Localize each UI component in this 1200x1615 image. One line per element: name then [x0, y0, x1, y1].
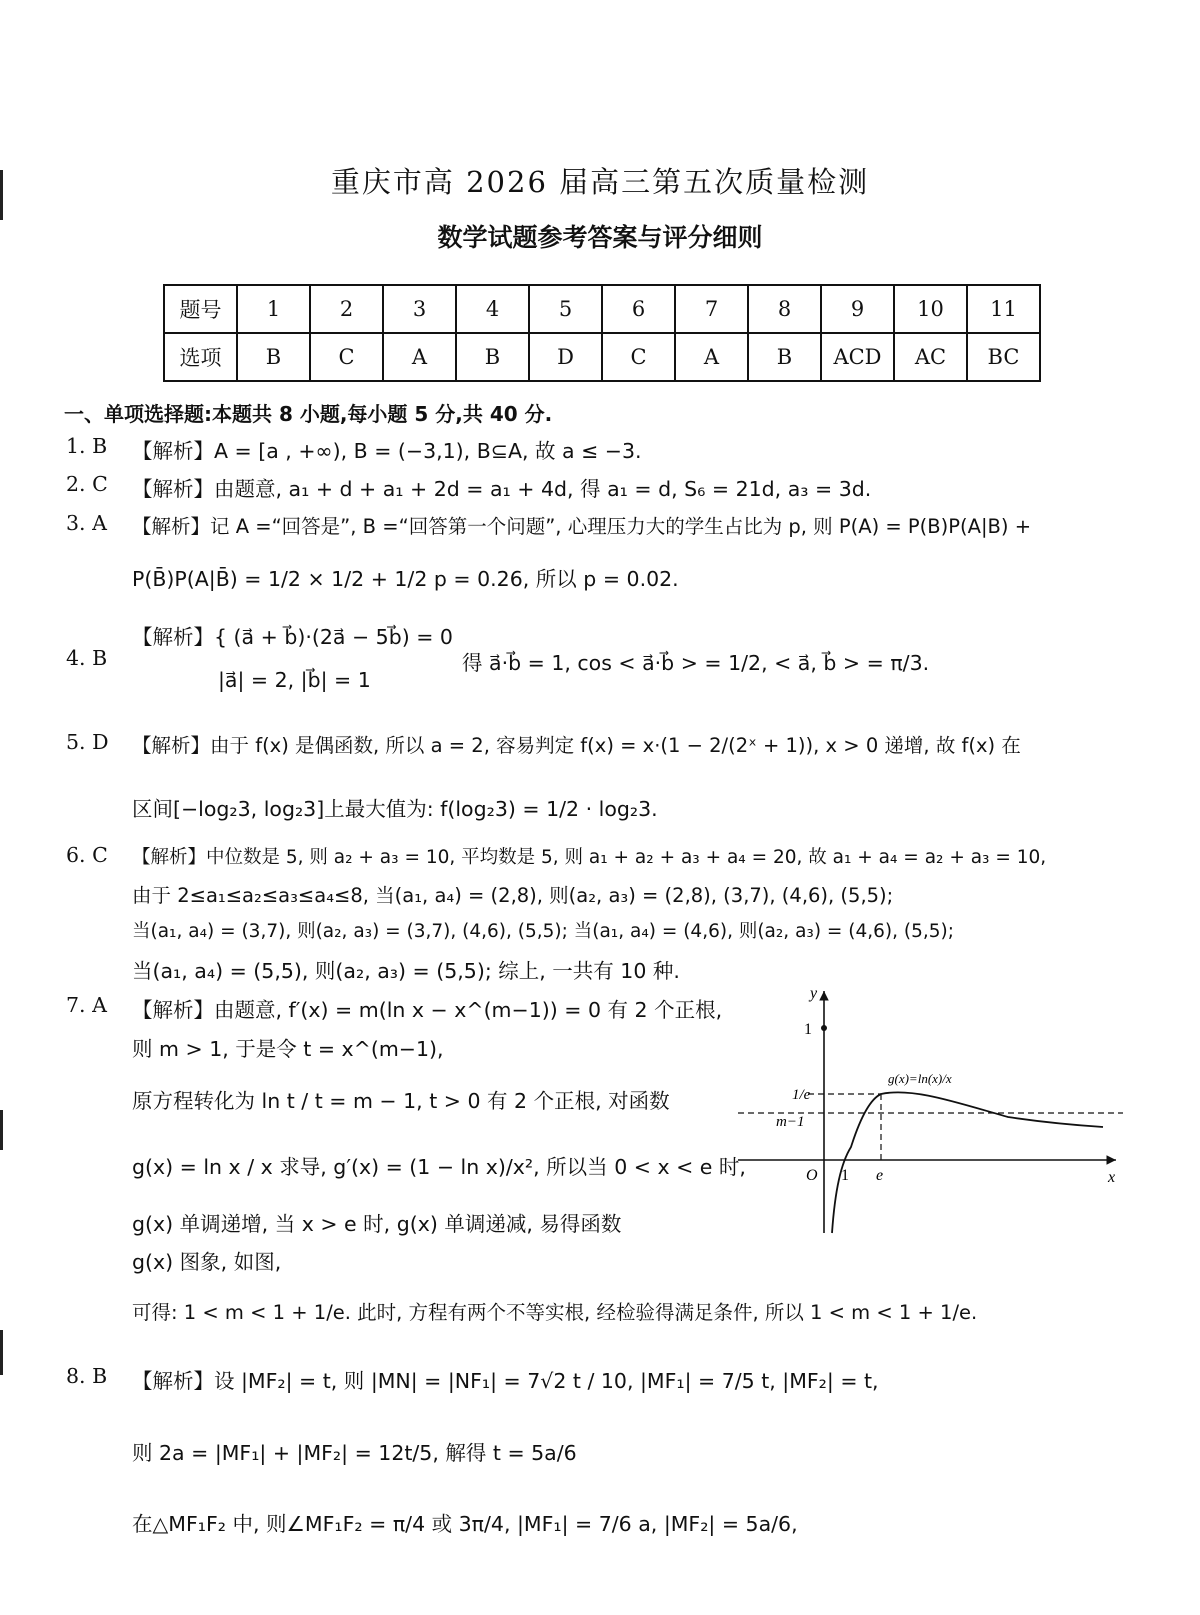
table-cell: 10	[894, 285, 967, 333]
origin-label: O	[806, 1167, 818, 1184]
table-cell: D	[529, 333, 602, 381]
row-label-number: 题号	[164, 285, 237, 333]
table-cell: 11	[967, 285, 1040, 333]
tick-label: 1	[804, 1021, 812, 1038]
question-number: 7. A	[66, 993, 107, 1017]
solution-line: 【解析】记 A =“回答是”, B =“回答第一个问题”, 心理压力大的学生占比为 p, 则 P(A) = P(B)P(A|B) +	[132, 515, 1032, 538]
tick-label: e	[876, 1167, 884, 1184]
table-cell: 2	[310, 285, 383, 333]
question-number: 6. C	[66, 843, 108, 867]
row-label-answer: 选项	[164, 333, 237, 381]
question-number: 1. B	[66, 434, 108, 458]
solution-line: P(B̄)P(A|B̄) = 1/2 × 1/2 + 1/2 p = 0.26, 所以 p = 0.02.	[132, 567, 679, 591]
solution-line: 原方程转化为 ln t / t = m − 1, t > 0 有 2 个正根, 对函数	[132, 1089, 670, 1113]
left-edge-mark	[0, 1330, 3, 1375]
solution-line: |a⃗| = 2, |b⃗| = 1	[218, 668, 371, 692]
solution-line: 当(a₁, a₄) = (3,7), 则(a₂, a₃) = (3,7), (4,6), (5,5); 当(a₁, a₄) = (4,6), 则(a₂, a₃) = (4,6), (5,5);	[132, 921, 955, 942]
solution-line: 【解析】由于 f(x) 是偶函数, 所以 a = 2, 容易判定 f(x) = x·(1 − 2/(2ˣ + 1)), x > 0 递增, 故 f(x) 在	[132, 734, 1021, 757]
tick-label: 1/e	[792, 1087, 811, 1103]
table-cell: 1	[237, 285, 310, 333]
curve-label: g(x)=ln(x)/x	[888, 1071, 952, 1086]
solution-line: 【解析】A = [a , +∞), B = (−3,1), B⊆A, 故 a ≤ −3.	[132, 439, 642, 463]
solution-line: 则 2a = |MF₁| + |MF₂| = 12t/5, 解得 t = 5a/6	[132, 1441, 577, 1465]
solution-line: 由于 2≤a₁≤a₂≤a₃≤a₄≤8, 当(a₁, a₄) = (2,8), 则(a₂, a₃) = (2,8), (3,7), (4,6), (5,5);	[132, 884, 894, 907]
solution-line: 可得: 1 < m < 1 + 1/e. 此时, 方程有两个不等实根, 经检验得满足条件, 所以 1 < m < 1 + 1/e.	[132, 1301, 978, 1324]
table-cell: 9	[821, 285, 894, 333]
table-cell: 3	[383, 285, 456, 333]
solution-line: 【解析】中位数是 5, 则 a₂ + a₃ = 10, 平均数是 5, 则 a₁ + a₂ + a₃ + a₄ = 20, 故 a₁ + a₄ = a₂ + a₃ = 10,	[132, 847, 1047, 868]
table-row	[164, 333, 1040, 381]
table-cell: 7	[675, 285, 748, 333]
question-number: 5. D	[66, 730, 109, 754]
table-cell: ACD	[821, 333, 894, 381]
y-axis-label: y	[810, 985, 818, 1002]
question-number: 3. A	[66, 511, 107, 535]
table-cell: B	[456, 333, 529, 381]
table-cell: 8	[748, 285, 821, 333]
solution-line: 【解析】{ (a⃗ + b⃗)·(2a⃗ − 5b⃗) = 0	[132, 625, 453, 649]
point-marker	[821, 1025, 827, 1031]
solution-line: 【解析】由题意, a₁ + d + a₁ + 2d = a₁ + 4d, 得 a₁ = d, S₆ = 21d, a₃ = 3d.	[132, 477, 872, 501]
table-cell: 5	[529, 285, 602, 333]
solution-line: 得 a⃗·b⃗ = 1, cos < a⃗·b⃗ > = 1/2, < a⃗, b⃗ > = π/3.	[462, 651, 930, 675]
solution-line: g(x) 单调递增, 当 x > e 时, g(x) 单调递减, 易得函数	[132, 1212, 622, 1236]
solution-line: 区间[−log₂3, log₂3]上最大值为: f(log₂3) = 1/2 · log₂3.	[132, 797, 658, 821]
function-graph	[738, 985, 1128, 1235]
table-cell: C	[602, 333, 675, 381]
table-cell: BC	[967, 333, 1040, 381]
table-cell: 6	[602, 285, 675, 333]
table-cell: B	[748, 333, 821, 381]
page-subtitle: 数学试题参考答案与评分细则	[437, 223, 763, 252]
solution-line: 当(a₁, a₄) = (5,5), 则(a₂, a₃) = (5,5); 综上, 一共有 10 种.	[132, 959, 680, 983]
page-title: 重庆市高 2026 届高三第五次质量检测	[330, 165, 870, 199]
solution-line: 则 m > 1, 于是令 t = x^(m−1),	[132, 1037, 444, 1061]
solution-line: 【解析】设 |MF₂| = t, 则 |MN| = |NF₁| = 7√2 t / 10, |MF₁| = 7/5 t, |MF₂| = t,	[132, 1369, 879, 1393]
section-heading: 一、单项选择题:本题共 8 小题,每小题 5 分,共 40 分.	[64, 402, 553, 426]
answer-table	[163, 284, 1041, 382]
solution-line: g(x) 图象, 如图,	[132, 1250, 282, 1274]
tick-label: 1	[841, 1167, 849, 1184]
table-cell: B	[237, 333, 310, 381]
table-cell: 4	[456, 285, 529, 333]
tick-label: m−1	[776, 1114, 805, 1130]
solution-line: g(x) = ln x / x 求导, g′(x) = (1 − ln x)/x², 所以当 0 < x < e 时,	[132, 1155, 746, 1179]
left-edge-mark	[0, 1110, 3, 1150]
question-number: 2. C	[66, 472, 108, 496]
table-cell: A	[675, 333, 748, 381]
table-cell: AC	[894, 333, 967, 381]
solution-line: 在△MF₁F₂ 中, 则∠MF₁F₂ = π/4 或 3π/4, |MF₁| = 7/6 a, |MF₂| = 5a/6,	[132, 1512, 798, 1536]
table-cell: A	[383, 333, 456, 381]
question-number: 8. B	[66, 1364, 108, 1388]
x-axis-label: x	[1108, 1169, 1116, 1186]
solution-line: 【解析】由题意, f′(x) = m(ln x − x^(m−1)) = 0 有 2 个正根,	[132, 998, 723, 1022]
table-cell: C	[310, 333, 383, 381]
question-number: 4. B	[66, 646, 108, 670]
table-row	[164, 285, 1040, 333]
